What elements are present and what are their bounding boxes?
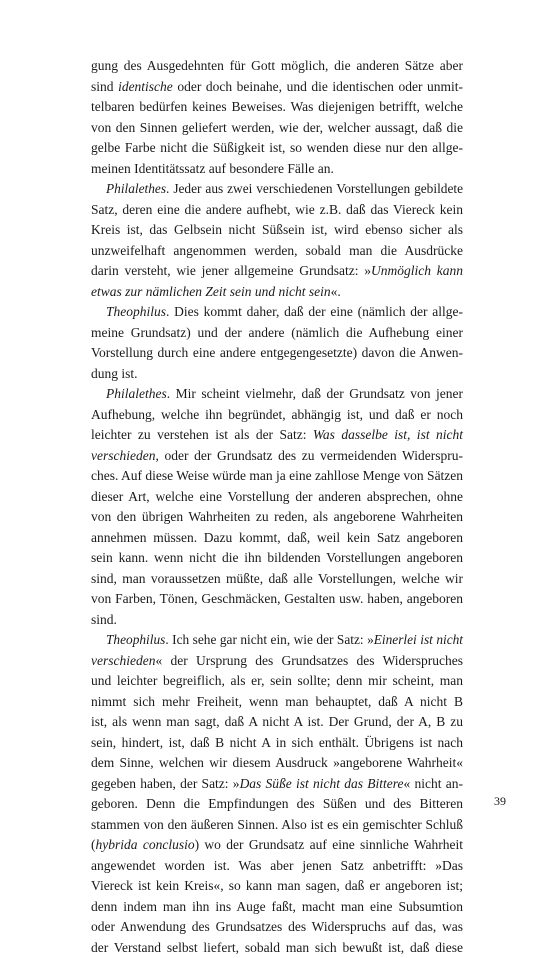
text-segment: «. bbox=[331, 284, 341, 299]
text-segment: oder doch beinahe, und die identischen oder unmit- bbox=[173, 79, 463, 94]
text-segment: gegeben haben, der Satz: » bbox=[91, 776, 240, 791]
text-line bbox=[91, 835, 463, 856]
text-line bbox=[91, 487, 463, 508]
text-line bbox=[91, 692, 463, 713]
paragraph-start-line bbox=[91, 179, 463, 200]
text-line bbox=[91, 446, 463, 467]
text-line bbox=[91, 56, 463, 77]
text-segment: meinen Identitätssatz auf besondere Fälle an. bbox=[91, 161, 334, 176]
text-segment: dieser Art, welche eine Vorstellung der anderen absprechen, ohne bbox=[91, 489, 463, 504]
text-segment: sein, hindert, ist, daß B nicht A in sich enthält. Übrigens ist nach bbox=[91, 735, 463, 750]
text-segment: ches. Auf diese Weise würde man ja eine zahllose Menge von Sätzen bbox=[91, 468, 463, 483]
italic-text: Philalethes bbox=[106, 386, 167, 401]
text-segment: Vorstellung durch eine andere entgegengesetzte) davon die Anwen- bbox=[91, 345, 463, 360]
italic-text: Philalethes bbox=[106, 181, 166, 196]
text-segment: Satz, deren eine die andere aufhebt, wie z.B. daß das Viereck kein bbox=[91, 202, 463, 217]
italic-text: Theophilus bbox=[106, 304, 166, 319]
text-line bbox=[91, 774, 463, 795]
text-segment: gung des Ausgedehnten für Gott möglich, die anderen Sätze aber bbox=[91, 58, 463, 73]
text-segment: der Verstand selbst liefert, sobald man sich bewußt ist, daß diese bbox=[91, 940, 463, 955]
text-line bbox=[91, 569, 463, 590]
text-line bbox=[91, 671, 463, 692]
text-segment: ) wo der Grundsatz auf eine sinnliche Wahrheit bbox=[195, 837, 463, 852]
text-line bbox=[91, 548, 463, 569]
text-segment: von Farben, Tönen, Geschmäcken, Gestalten usw. haben, angeboren bbox=[91, 591, 463, 606]
text-segment: . Mir scheint vielmehr, daß der Grundsatz von jener bbox=[167, 386, 463, 401]
text-segment: sind, man voraussetzen müßte, daß alle Vorstellungen, welche wir bbox=[91, 571, 463, 586]
text-segment: geboren. Denn die Empfindungen des Süßen und des Bitteren bbox=[91, 796, 463, 811]
text-segment: meine Grundsatz) und der andere (nämlich die Aufhebung einer bbox=[91, 325, 463, 340]
italic-text: hybrida conclusio bbox=[96, 837, 195, 852]
text-line bbox=[91, 200, 463, 221]
italic-text: identische bbox=[118, 79, 173, 94]
text-segment: sind. bbox=[91, 612, 117, 627]
text-line bbox=[91, 528, 463, 549]
italic-text: Das Süße ist nicht das Bittere bbox=[240, 776, 404, 791]
text-segment: Aufhebung, welche ihn begründet, abhängig ist, und daß er noch bbox=[91, 407, 463, 422]
text-line bbox=[91, 241, 463, 262]
text-segment: annehmen müssen. Dazu kommt, daß, weil kein Satz angeboren bbox=[91, 530, 463, 545]
text-segment: dung ist. bbox=[91, 366, 138, 381]
text-line bbox=[91, 77, 463, 98]
text-segment: stammen von den äußeren Sinnen. Also ist es ein gemischter Schluß bbox=[91, 817, 463, 832]
text-segment: und leichter begreiflich, als er, sein sollte; denn mir scheint, man bbox=[91, 673, 463, 688]
paragraph-start-line bbox=[91, 302, 463, 323]
text-segment: sein kann. wenn nicht die ihn bildenden Vorstellungen angeboren bbox=[91, 550, 463, 565]
text-line bbox=[91, 323, 463, 344]
text-line bbox=[91, 97, 463, 118]
text-line bbox=[91, 466, 463, 487]
text-line bbox=[91, 282, 463, 303]
text-segment: sind bbox=[91, 79, 118, 94]
text-line bbox=[91, 712, 463, 733]
text-segment: Kreis ist, das Gelbsein nicht Süßsein ist, wird ebenso sicher als bbox=[91, 222, 463, 237]
text-line bbox=[91, 343, 463, 364]
text-segment: oder Anwendung des Grundsatzes des Widerspruchs auf das, was bbox=[91, 919, 463, 934]
text-segment: , oder der Grundsatz des zu vermeidenden Widerspru- bbox=[155, 448, 463, 463]
text-segment: ( bbox=[91, 837, 96, 852]
text-segment: angewendet worden ist. Was aber jenen Satz anbetrifft: »Das bbox=[91, 858, 463, 873]
text-segment: nimmt sich mehr Freiheit, wenn man behauptet, daß A nicht B bbox=[91, 694, 463, 709]
text-segment: Viereck ist kein Kreis«, so kann man sagen, daß er angeboren ist; bbox=[91, 878, 463, 893]
text-segment: unzweifelhaft angenommen werden, sobald man die Ausdrücke bbox=[91, 243, 463, 258]
text-line bbox=[91, 794, 463, 815]
text-segment: leichter zu verstehen ist als der Satz: bbox=[91, 427, 313, 442]
paragraph-start-line bbox=[91, 384, 463, 405]
text-line bbox=[91, 917, 463, 938]
text-line bbox=[91, 589, 463, 610]
text-segment: . Dies kommt daher, daß der eine (nämlich der allge- bbox=[166, 304, 463, 319]
text-line bbox=[91, 364, 463, 385]
text-line bbox=[91, 897, 463, 918]
italic-text: verschieden bbox=[91, 448, 155, 463]
text-line bbox=[91, 815, 463, 836]
paragraph-start-line bbox=[91, 630, 463, 651]
text-line bbox=[91, 856, 463, 877]
text-line bbox=[91, 753, 463, 774]
text-line bbox=[91, 405, 463, 426]
text-line bbox=[91, 138, 463, 159]
page-number: 39 bbox=[494, 794, 506, 809]
text-segment: . Ich sehe gar nicht ein, wie der Satz: » bbox=[165, 632, 373, 647]
text-segment: von den übrigen Wahrheiten zu reden, als angeborene Wahrheiten bbox=[91, 509, 463, 524]
text-line bbox=[91, 733, 463, 754]
text-line bbox=[91, 261, 463, 282]
text-line bbox=[91, 876, 463, 897]
page-body-text bbox=[91, 56, 463, 958]
italic-text: Was dasselbe ist, ist nicht bbox=[313, 427, 463, 442]
text-segment: « der Ursprung des Grundsatzes des Widerspruches bbox=[155, 653, 463, 668]
text-segment: telbaren bedürfen keines Beweises. Was diejenigen betrifft, welche bbox=[91, 99, 463, 114]
text-line bbox=[91, 938, 463, 958]
italic-text: etwas zur nämlichen Zeit sein und nicht sein bbox=[91, 284, 331, 299]
text-segment: . Jeder aus zwei verschiedenen Vorstellungen gebildete bbox=[166, 181, 463, 196]
text-line bbox=[91, 610, 463, 631]
text-line bbox=[91, 507, 463, 528]
italic-text: Einerlei ist nicht bbox=[374, 632, 463, 647]
italic-text: Unmöglich kann bbox=[371, 263, 463, 278]
text-segment: « nicht an- bbox=[404, 776, 463, 791]
text-line bbox=[91, 159, 463, 180]
text-segment: dem Sinne, welchen wir diesem Ausdruck »angeborene Wahrheit« bbox=[91, 755, 463, 770]
text-segment: gelbe Farbe nicht die Süßigkeit ist, so wenden diese nur den allge- bbox=[91, 140, 463, 155]
text-line bbox=[91, 425, 463, 446]
text-segment: von den Sinnen geliefert werden, wie der, welcher aussagt, daß die bbox=[91, 120, 463, 135]
text-segment: darin versteht, wie jener allgemeine Grundsatz: » bbox=[91, 263, 371, 278]
text-line bbox=[91, 651, 463, 672]
italic-text: Theophilus bbox=[106, 632, 165, 647]
text-line bbox=[91, 220, 463, 241]
text-segment: denn indem man ihn ins Auge faßt, macht man eine Subsumtion bbox=[91, 899, 463, 914]
italic-text: verschieden bbox=[91, 653, 155, 668]
text-segment: ist, als wenn man sagt, daß A nicht A ist. Der Grund, der A, B zu bbox=[91, 714, 463, 729]
text-line bbox=[91, 118, 463, 139]
